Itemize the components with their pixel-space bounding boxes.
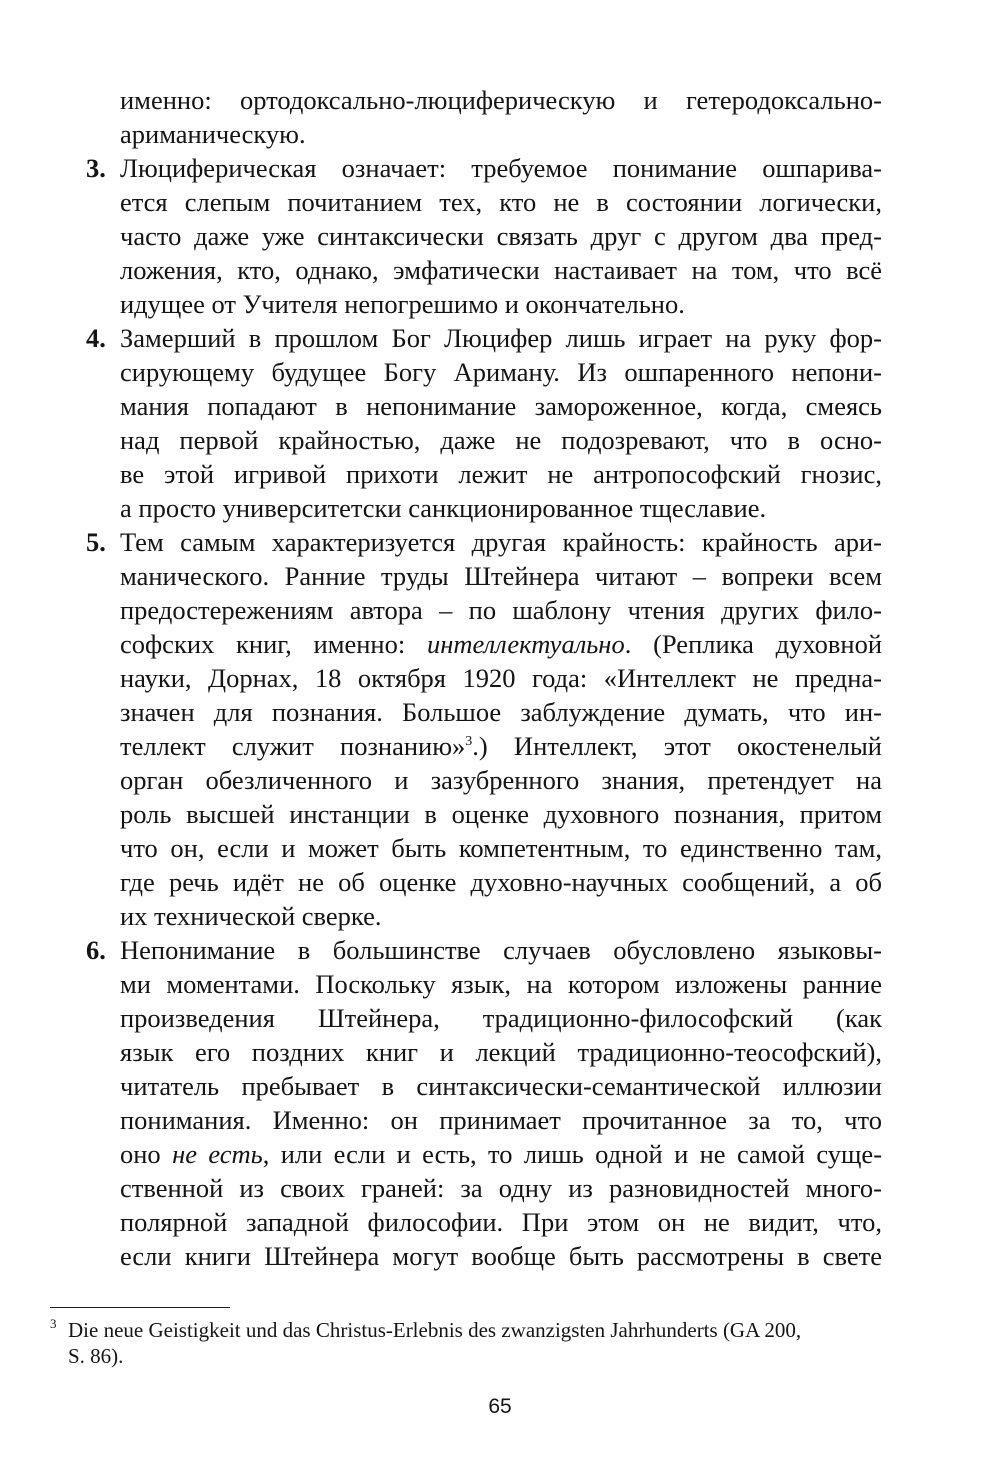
footnote-divider — [50, 1307, 230, 1308]
list-item-number: 4. — [86, 323, 106, 353]
text-line: их технической сверке. — [120, 901, 382, 931]
text-line: произведения Штейнера, традиционно-философский (как — [120, 1003, 882, 1033]
italic-emphasis: интеллектуально — [426, 629, 625, 659]
text-line: манического. Ранние труды Штейнера читают – вопреки всем — [120, 561, 882, 591]
text-run: теллект служит познанию» — [120, 731, 466, 761]
text-line: идущее от Учителя непогрешимо и окончательно. — [120, 289, 685, 319]
text-run: , или если и есть, то лишь одной и не самой суще- — [262, 1139, 883, 1169]
text-line: полярной западной философии. При этом он не видит, что, — [120, 1207, 882, 1237]
text-line: предостережениям автора – по шаблону чтения других фило- — [120, 595, 882, 625]
text-line: Тем самым характеризуется другая крайность: крайность ари- — [120, 527, 882, 557]
text-line: ариманическую. — [120, 119, 306, 149]
text-line: читатель пребывает в синтаксически-семантической иллюзии — [120, 1071, 882, 1101]
footnote-text: S. 86). — [68, 1344, 124, 1368]
text-line: Люциферическая означает: требуемое понимание ошпарива- — [120, 153, 882, 183]
text-line: что он, если и может быть компетентным, то единственно там, — [120, 833, 882, 863]
footnote-reference: 3 — [465, 734, 473, 749]
text-line: именно: ортодоксально-люциферическую и гетеродоксально- — [120, 85, 882, 115]
text-line — [120, 627, 882, 661]
list-item-number: 6. — [86, 935, 106, 965]
text-line: над первой крайностью, даже не подозревают, что в осно- — [120, 425, 882, 455]
italic-emphasis: не есть — [172, 1139, 263, 1169]
text-line: ложения, кто, однако, эмфатически настаивает на том, что всё — [120, 255, 882, 285]
text-line — [120, 1137, 882, 1171]
text-line: язык его поздних книг и лекций традиционно-теософский), — [120, 1037, 882, 1067]
text-line: значен для познания. Большое заблуждение думать, что ин- — [120, 697, 882, 727]
text-run: .) Интеллект, этот окостенелый — [472, 731, 882, 761]
text-line: сирующему будущее Богу Ариману. Из ошпаренного непони- — [120, 357, 882, 387]
text-line — [120, 729, 882, 763]
text-line: роль высшей инстанции в оценке духовного познания, притом — [120, 799, 882, 829]
footnote-text: Die neue Geistigkeit und das Christus-Erlebnis des zwanzigsten Jahrhunderts (GA 200, — [68, 1318, 802, 1342]
text-line: Замерший в прошлом Бог Люцифер лишь играет на руку фор- — [120, 323, 882, 353]
list-item-number: 3. — [86, 153, 106, 183]
text-line: ется слепым почитанием тех, кто не в состоянии логически, — [120, 187, 882, 217]
text-line: Непонимание в большинстве случаев обусловлено языковы- — [120, 935, 882, 965]
text-line: орган обезличенного и зазубренного знания, претендует на — [120, 765, 882, 795]
text-line: ственной из своих граней: за одну из разновидностей много- — [120, 1173, 882, 1203]
text-line: понимания. Именно: он принимает прочитанное за то, что — [120, 1105, 882, 1135]
text-run: . (Реплика духовной — [624, 629, 883, 659]
text-run: оно — [120, 1139, 173, 1169]
text-line: часто даже уже синтаксически связать друг с другом два пред- — [120, 221, 882, 251]
text-line: где речь идёт не об оценке духовно-научных сообщений, а об — [120, 867, 882, 897]
text-line: если книги Штейнера могут вообще быть рассмотрены в свете — [120, 1241, 882, 1271]
footnote-marker: 3 — [50, 1316, 57, 1331]
list-item-number: 5. — [86, 527, 106, 557]
text-line: мания попадают в непонимание замороженное, когда, смеясь — [120, 391, 882, 421]
text-line: ми моментами. Поскольку язык, на котором изложены ранние — [120, 969, 882, 999]
text-line: а просто университетски санкционированное тщеславие. — [120, 493, 767, 523]
page-number: 65 — [488, 1395, 512, 1418]
text-line: науки, Дорнах, 18 октября 1920 года: «Интеллект не предна- — [120, 663, 882, 693]
text-run: софских книг, именно: — [120, 629, 427, 659]
text-line: ве этой игривой прихоти лежит не антропософский гнозис, — [120, 459, 882, 489]
